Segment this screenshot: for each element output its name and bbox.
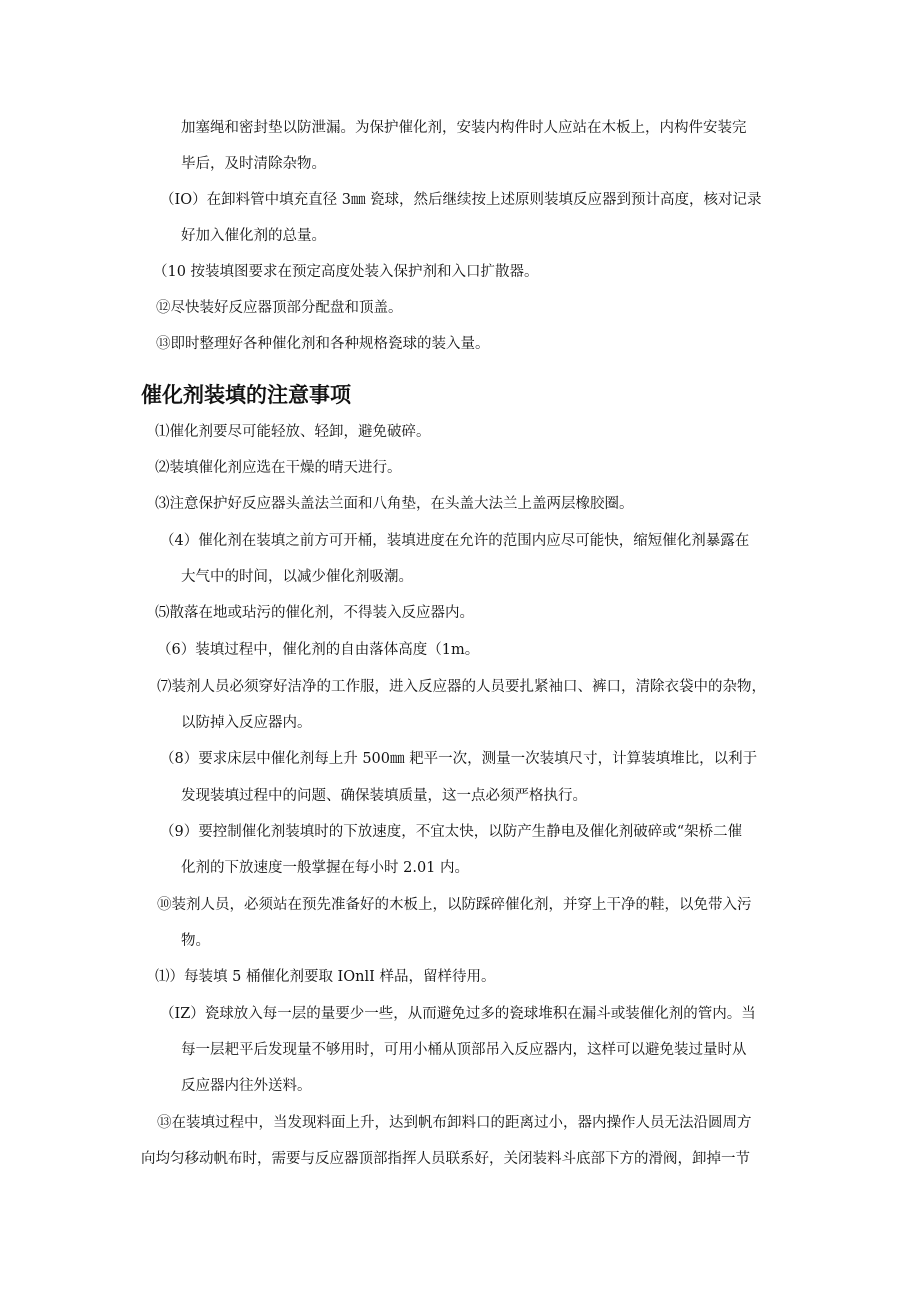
text-line: ⑴催化剂要尽可能轻放、轻卸，避免破碎。 [155,424,431,440]
text-line: （10 按装填图要求在预定高度处装入保护剂和入口扩散器。 [153,264,539,280]
text-line: 以防掉入反应器内。 [181,715,312,731]
text-line: ⑫尽快装好反应器顶部分配盘和顶盖。 [156,300,403,316]
section-title: 催化剂装填的注意事项 [141,383,351,407]
text-line: （IZ）瓷球放入每一层的量要少一些，从而避免过多的瓷球堆积在漏斗或装催化剂的管内。当 [160,1006,756,1022]
text-line: 加塞绳和密封垫以防泄漏。为保护催化剂，安装内构件时人应站在木板上，内构件安装完 [181,120,747,136]
text-line: ⑩装剂人员，必须站在预先准备好的木板上，以防踩碎催化剂，并穿上干净的鞋，以免带入污 [157,897,752,913]
text-line: ⑬即时整理好各种催化剂和各种规格瓷球的装入量。 [156,336,490,352]
text-line: 发现装填过程中的问题、确保装填质量，这一点必须严格执行。 [181,788,587,804]
text-line: 每一层耙平后发现量不够用时，可用小桶从顶部吊入反应器内，这样可以避免装过量时从 [181,1042,747,1058]
text-line: （6）装填过程中，催化剂的自由落体高度（1m。 [157,642,480,658]
text-line: ⑵装填催化剂应选在干燥的晴天进行。 [155,460,402,476]
text-line: ⑶注意保护好反应器头盖法兰面和八角垫，在头盖大法兰上盖两层橡胶圈。 [155,496,634,512]
text-line: 物。 [181,933,210,949]
text-line: 反应器内往外送料。 [181,1078,312,1094]
text-line: 毕后，及时清除杂物。 [181,156,326,172]
text-line: 化剂的下放速度一般掌握在每小时 2.01 内。 [181,860,470,876]
text-line: ⑬在装填过程中，当发现料面上升，达到帆布卸料口的距离过小，器内操作人员无法沿圆周方 [157,1115,752,1131]
text-line: ⑴）每装填 5 桶催化剂要取 IOnlI 样品，留样待用。 [155,969,496,985]
text-line: 向均匀移动帆布时，需要与反应器顶部指挥人员联系好，关闭装料斗底部下方的滑阀，卸掉一节 [141,1151,750,1167]
text-line: （4）催化剂在装填之前方可开桶，装填进度在允许的范围内应尽可能快，缩短催化剂暴露在 [160,533,750,549]
text-line: ⑺装剂人员必须穿好洁净的工作服，进入反应器的人员要扎紧袖口、裤口，清除衣袋中的杂物， [157,679,766,695]
text-line: （IO）在卸料管中填充直径 3㎜ 瓷球，然后继续按上述原则装填反应器到预计高度，核对记录 [160,192,762,208]
text-line: ⑸散落在地或玷污的催化剂，不得装入反应器内。 [155,605,474,621]
text-line: 大气中的时间，以减少催化剂吸潮。 [181,569,413,585]
text-line: （8）要求床层中催化剂每上升 500㎜ 耙平一次，测量一次装填尺寸，计算装填堆比，以利于 [160,751,758,767]
text-line: （9）要控制催化剂装填时的下放速度，不宜太快，以防产生静电及催化剂破碎或“架桥二催 [160,824,743,840]
text-line: 好加入催化剂的总量。 [181,228,326,244]
